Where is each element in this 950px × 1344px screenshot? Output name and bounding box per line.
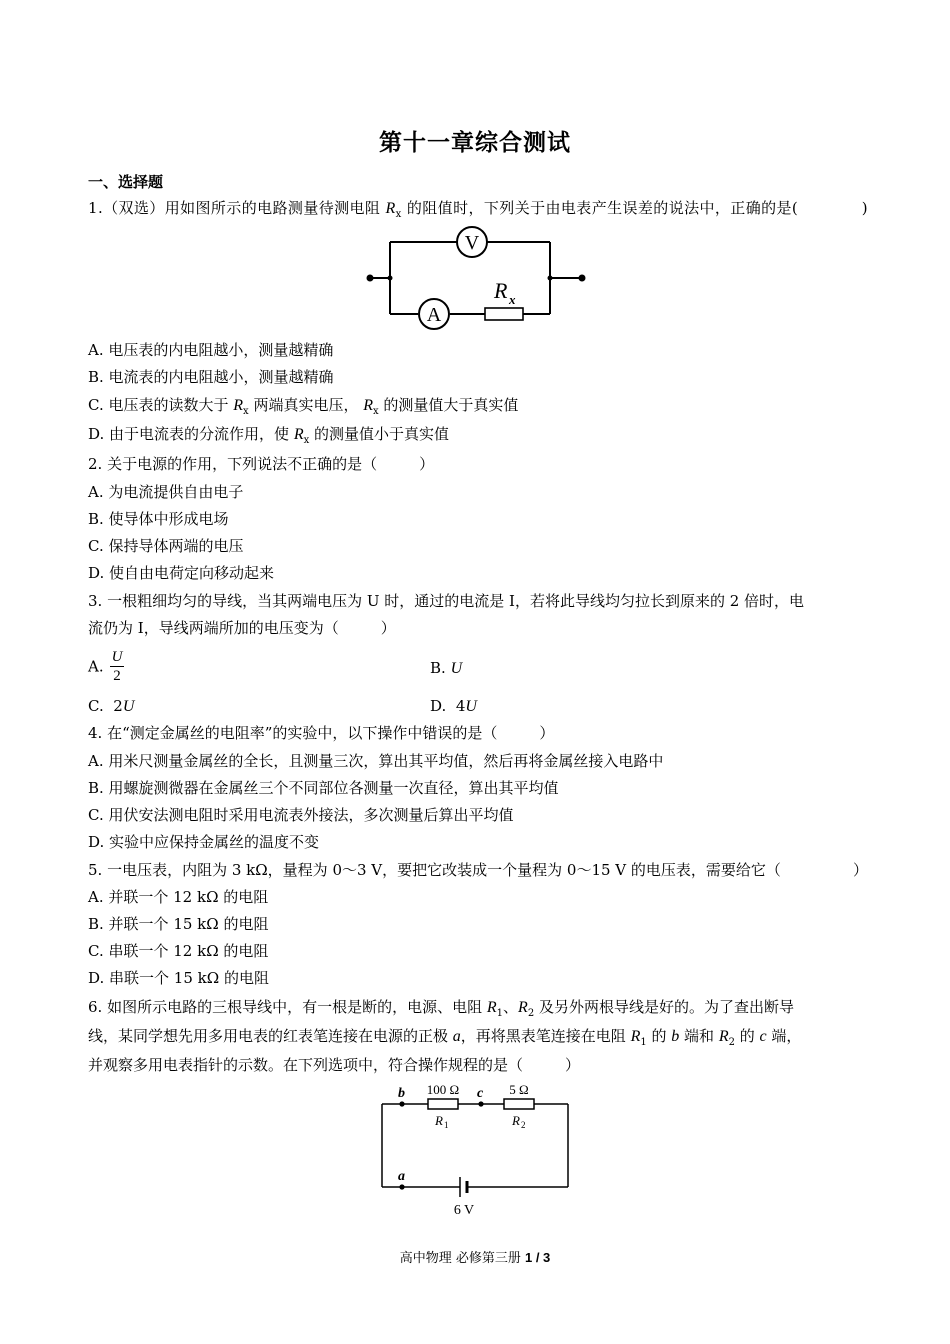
question-1-stem: 1.（双选）用如图所示的电路测量待测电阻 $R_x$ 的阻值时，下列关于由电表产生误差的说法中，正确的是( ) xyxy=(88,199,868,220)
q3-option-b[interactable]: B. U xyxy=(430,659,463,677)
fraction-u-over-2: $\frac{U}{2}$ xyxy=(111,649,123,684)
resistor-label: R xyxy=(494,278,508,303)
q2-option-a[interactable]: A. 为电流提供自由电子 xyxy=(88,483,244,501)
r2-value: 5 Ω xyxy=(509,1082,529,1097)
q5-option-c[interactable]: C. 串联一个 12 kΩ 的电阻 xyxy=(88,942,269,960)
q5-option-a[interactable]: A. 并联一个 12 kΩ 的电阻 xyxy=(88,888,269,906)
terminal-left xyxy=(367,275,374,282)
question-2-stem: 2. 关于电源的作用，下列说法不正确的是（ ） xyxy=(88,455,435,473)
q4-option-c[interactable]: C. 用伏安法测电阻时采用电流表外接法，多次测量后算出平均值 xyxy=(88,806,514,824)
q3-option-d[interactable]: D. 4U xyxy=(430,697,477,715)
q3-options-row1 xyxy=(88,648,868,688)
question-6-stem-line1: 6. 如图所示电路的三根导线中，有一根是断的，电源、电阻 $R_1$、$R_2$ 及另外两根导线是好的。为了查出断导 xyxy=(88,998,794,1019)
node-c-label: c xyxy=(477,1086,484,1101)
r1-value: 100 Ω xyxy=(426,1082,460,1097)
question-4-stem: 4. 在“测定金属丝的电阻率”的实验中，以下操作中错误的是（ ） xyxy=(88,724,555,742)
q4-option-a[interactable]: A. 用米尺测量金属丝的全长，且测量三次，算出其平均值，然后再将金属丝接入电路中 xyxy=(88,752,664,770)
q4-option-b[interactable]: B. 用螺旋测微器在金属丝三个不同部位各测量一次直径，算出其平均值 xyxy=(88,779,559,797)
r1-label: R xyxy=(435,1113,443,1128)
q3-option-c[interactable]: C. 2U xyxy=(88,697,135,715)
r2-subscript: 2 xyxy=(521,1120,526,1130)
terminal-right xyxy=(579,275,586,282)
q2-option-c[interactable]: C. 保持导体两端的电压 xyxy=(88,537,244,555)
node-b-label: b xyxy=(398,1086,405,1101)
question-3-stem-line1: 3. 一根粗细均匀的导线，当其两端电压为 U 时，通过的电流是 I，若将此导线均匀拉长到原来的 2 倍时，电 xyxy=(88,592,805,610)
q1-option-d[interactable]: D. 由于电流表的分流作用，使 $R_x$ 的测量值小于真实值 xyxy=(88,425,450,446)
answer-paren-close: ) xyxy=(861,199,868,217)
question-5-stem: 5. 一电压表，内阻为 3 kΩ，量程为 0～3 V，要把它改装成一个量程为 0～15 V 的电压表，需要给它（ ） xyxy=(88,861,868,879)
question-6-stem-line2: 线，某同学想先用多用电表的红表笔连接在电源的正极 a，再将黑表笔连接在电阻 $R_1$ 的 b 端和 $R_2$ 的 c 端， xyxy=(88,1027,802,1048)
circuit-diagram-1 xyxy=(360,226,590,332)
q3-option-a[interactable]: A. $\frac{U}{2}$ xyxy=(88,649,123,684)
q1-option-c[interactable]: C. 电压表的读数大于 $R_x$ 两端真实电压， $R_x$ 的测量值大于真实值 xyxy=(88,396,519,417)
node-a-label: a xyxy=(398,1169,405,1184)
node-a-dot xyxy=(399,1184,404,1189)
node-c-dot xyxy=(478,1101,483,1106)
question-6-stem-line3: 并观察多用电表指针的示数。在下列选项中，符合操作规程的是（ ） xyxy=(88,1056,581,1074)
r2-label: R xyxy=(512,1113,520,1128)
q5-option-d[interactable]: D. 串联一个 15 kΩ 的电阻 xyxy=(88,969,269,987)
question-3-stem-line2: 流仍为 I，导线两端所加的电压变为（ ） xyxy=(88,619,396,637)
q1-option-b[interactable]: B. 电流表的内电阻越小，测量越精确 xyxy=(88,368,334,386)
q1-option-a[interactable]: A. 电压表的内电阻越小，测量越精确 xyxy=(88,341,334,359)
q2-option-d[interactable]: D. 使自由电荷定向移动起来 xyxy=(88,564,275,582)
resistor-subscript: x xyxy=(509,292,516,307)
r1-subscript: 1 xyxy=(444,1120,449,1130)
section-heading: 一、选择题 xyxy=(88,173,164,191)
circuit-diagram-2 xyxy=(372,1080,578,1222)
q4-option-d[interactable]: D. 实验中应保持金属丝的温度不变 xyxy=(88,833,320,851)
node-b-dot xyxy=(399,1101,404,1106)
page-title: 第十一章综合测试 xyxy=(379,130,571,156)
page-number: 1 / 3 xyxy=(524,1250,551,1265)
battery-voltage-label: 6 V xyxy=(453,1203,475,1218)
page-footer: 高中物理 必修第三册 1 / 3 xyxy=(399,1250,551,1266)
ammeter-label: A xyxy=(426,304,442,326)
q5-option-b[interactable]: B. 并联一个 15 kΩ 的电阻 xyxy=(88,915,269,933)
voltmeter-label: V xyxy=(464,232,480,254)
q2-option-b[interactable]: B. 使导体中形成电场 xyxy=(88,510,229,528)
